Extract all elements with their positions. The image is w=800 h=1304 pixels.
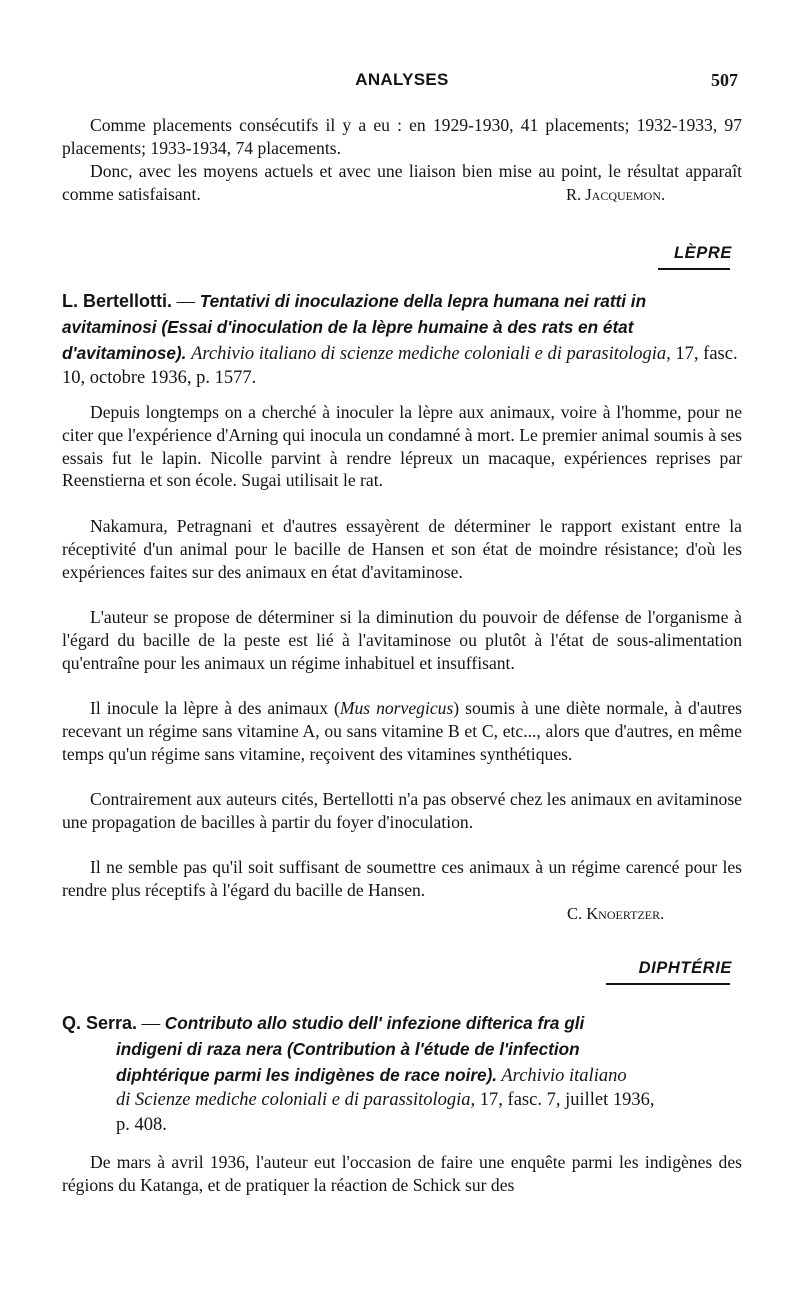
reference-journal: Archivio italiano di scienze mediche coloniali e di parasitologia, — [191, 343, 671, 364]
reference-journal-line-1: Archivio italiano — [497, 1065, 627, 1086]
reference-title-line-2: indigeni di raza nera (Contribution à l'étude de l'infection — [116, 1038, 580, 1059]
body-paragraph-serra-1: De mars à avril 1936, l'auteur eut l'occasion de faire une enquête parmi les indigènes des régions du Katanga, et de pratiquer la réaction de Schick sur des — [62, 1152, 742, 1195]
body-paragraph-5: Contrairement aux auteurs cités, Bertellotti n'a pas observé chez les animaux en avitaminose une propagation de bacilles à partir du foyer d'inoculation. — [62, 789, 742, 832]
reference-dash: — — [137, 1014, 165, 1034]
section-rule-diphterie — [606, 983, 730, 985]
reference-title-line-1: Contributo allo studio dell' infezione difterica fra gli — [164, 1013, 585, 1033]
reference-title-line-3: diphtérique parmi les indigènes de race noire). — [116, 1064, 498, 1085]
body-paragraph-1: Depuis longtemps on a cherché à inoculer la lèpre aux animaux, voire à l'homme, pour ne citer que l'expérience d'Arning qui inocula un condamné à mort. Le premier animal soumis à ses essais fut le lapin. Nicolle parvint à rendre lépreux un macaque, expériences reprises par Reenstierna et son école. Sugai utilisait le rat. — [62, 402, 742, 491]
reference-details-line-1: 17, fasc. 7, juillet 1936, — [475, 1090, 655, 1111]
reference-dash: — — [172, 292, 200, 312]
body-paragraph-3: L'auteur se propose de déterminer si la diminution du pouvoir de défense de l'organisme à l'égard du bacille de la peste est lié à l'avitaminose ou plutôt à l'état de sous-alimentation qu'entraîne pour les animaux un régime inhabituel et insuffisant. — [62, 607, 742, 673]
reference-journal-line-2: di Scienze mediche coloniali e di parassitologia, — [116, 1090, 476, 1111]
reference-details: 17, fasc. 10, octobre 1936, p. 1577. — [62, 343, 738, 389]
reference-details-line-2: p. 408. — [116, 1115, 167, 1136]
page-header — [62, 70, 742, 98]
body-paragraph-2: Nakamura, Petragnani et d'autres essayèrent de déterminer le rapport existant entre la réceptivité d'un animal pour le bacille de Hansen et son état de moindre résistance; d'où les expériences faites sur des animaux en état d'avitaminose. — [62, 516, 742, 582]
intro-paragraph-2: Donc, avec les moyens actuels et avec une liaison bien mise au point, le résultat apparaît comme satisfaisant. — [62, 161, 742, 204]
reference-serra — [62, 1011, 742, 1138]
reference-bertellotti — [62, 289, 742, 391]
body-paragraph-6: Il ne semble pas qu'il soit suffisant de soumettre ces animaux à un régime carencé pour les rendre plus réceptifs à l'égard du bacille de Hansen. — [62, 857, 742, 900]
section-rule-lepre — [658, 268, 730, 270]
reference-title: Tentativi di inoculazione della lepra humana nei ratti in avitaminosi (Essai d'inoculation de la lèpre humaine à des rats en état d'avitaminose). — [62, 291, 647, 363]
body-paragraph-4: Il inocule la lèpre à des animaux (Mus norvegicus) soumis à une diète normale, à d'autres recevant un régime sans vitamine A, ou sans vitamine B et C, etc..., alors que d'autres, en même temps qu'un régime sans vitamine, reçoivent des vitamines synthétiques. — [62, 698, 742, 764]
running-title: ANALYSES — [355, 70, 449, 89]
section-heading-lepre: LÈPRE — [673, 244, 732, 262]
reference-author: Q. Serra. — [62, 1013, 138, 1033]
reference-author: L. Bertellotti. — [62, 291, 173, 311]
intro-signature: R. Jacquemon. — [566, 185, 666, 204]
section-heading-diphterie: DIPHTÉRIE — [638, 959, 732, 977]
section1-signature: C. Knoertzer. — [567, 904, 665, 923]
page-number: 507 — [711, 70, 738, 90]
intro-paragraph-1: Comme placements consécutifs il y a eu : en 1929-1930, 41 placements; 1932-1933, 97 placements; 1933-1934, 74 placements. — [62, 115, 742, 158]
species-name: Mus norvegicus — [339, 698, 454, 718]
